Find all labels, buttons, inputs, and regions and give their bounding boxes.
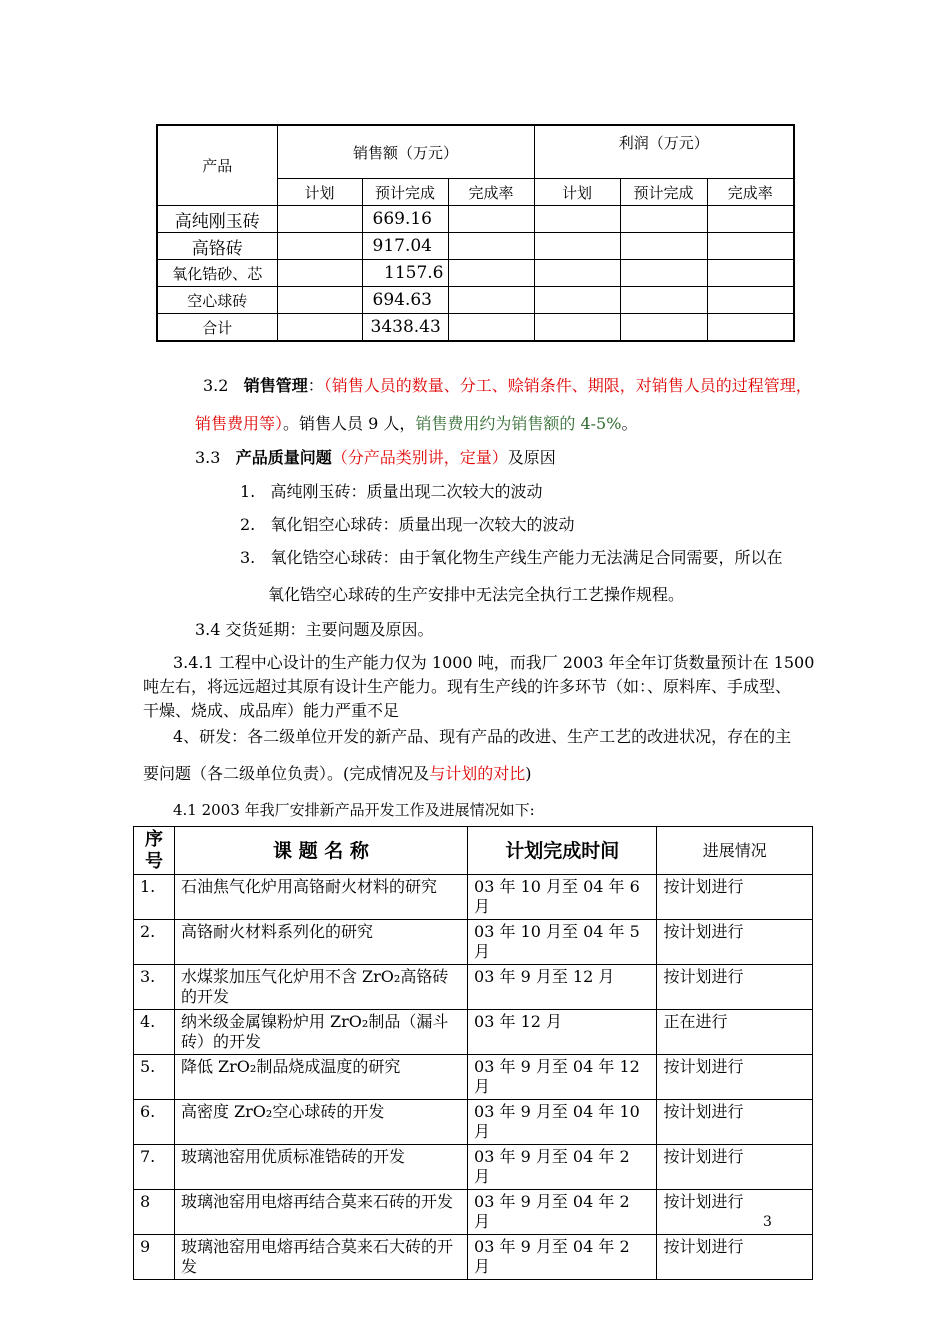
- list-item: 3. 氧化锆空心球砖：由于氧化物生产线生产能力无法满足合同需要，所以在: [240, 548, 783, 567]
- table-row: [134, 965, 813, 1010]
- row-title: 石油焦气化炉用高铬耐火材料的研究: [174, 875, 467, 920]
- row-title: 高铬耐火材料系列化的研究: [174, 920, 467, 965]
- row-progress: 按计划进行: [657, 965, 813, 1010]
- header-progress: 进展情况: [657, 827, 813, 875]
- row-number: 6.: [134, 1100, 175, 1145]
- forecast-value: 3438.43: [362, 314, 448, 342]
- row-progress: 正在进行: [657, 1010, 813, 1055]
- list-item: 2. 氧化铝空心球砖：质量出现一次较大的波动: [240, 515, 575, 534]
- product-name: 高铬砖: [157, 233, 277, 260]
- section-3-2-cont: 销售费用等）。销售人员 9 人，销售费用约为销售额的 4-5%。: [195, 414, 638, 433]
- row-title: 水煤浆加压气化炉用不含 ZrO₂高铬砖的开发: [174, 965, 467, 1010]
- forecast-value: 694.63: [362, 287, 448, 314]
- table-row: [157, 287, 794, 314]
- list-item: 1. 高纯刚玉砖：质量出现二次较大的波动: [240, 482, 543, 501]
- para-3-4-1-line1: 3.4.1 工程中心设计的生产能力仅为 1000 吨，而我厂 2003 年全年订货数量预计在 1500: [173, 653, 815, 672]
- table-row: [157, 260, 794, 287]
- section-4-line2: 要问题（各二级单位负责）。(完成情况及与计划的对比): [143, 764, 532, 783]
- row-time: 03 年 10 月至 04 年 6 月: [468, 875, 657, 920]
- row-number: 7.: [134, 1145, 175, 1190]
- table-row: [134, 920, 813, 965]
- row-number: 9: [134, 1235, 175, 1280]
- row-time: 03 年 10 月至 04 年 5 月: [468, 920, 657, 965]
- sub-header: 计划: [534, 179, 620, 206]
- para-3-4-1-line2: 吨左右，将远远超过其原有设计生产能力。现有生产线的许多环节（如：、原料库、手成型、: [143, 677, 792, 696]
- section-3-4: 3.4 交货延期：主要问题及原因。: [195, 620, 434, 639]
- product-name: 氧化锆砂、芯: [157, 260, 277, 287]
- table-row: [134, 1145, 813, 1190]
- row-number: 8: [134, 1190, 175, 1235]
- sub-header: 预计完成: [362, 179, 448, 206]
- row-progress: 按计划进行: [657, 1145, 813, 1190]
- header-title: 课 题 名 称: [174, 827, 467, 875]
- sales-header: 销售额（万元）: [277, 125, 534, 179]
- row-title: 降低 ZrO₂制品烧成温度的研究: [174, 1055, 467, 1100]
- product-name: 空心球砖: [157, 287, 277, 314]
- row-progress: 按计划进行: [657, 1190, 813, 1235]
- row-time: 03 年 9 月至 04 年 12 月: [468, 1055, 657, 1100]
- row-title: 玻璃池窑用电熔再结合莫来石砖的开发: [174, 1190, 467, 1235]
- row-progress: 按计划进行: [657, 1235, 813, 1280]
- dev-table: [133, 826, 813, 1280]
- table-row: [134, 1190, 813, 1235]
- table-row: [134, 1235, 813, 1280]
- header-seq: 序号: [134, 827, 175, 875]
- row-title: 玻璃池窑用电熔再结合莫来石大砖的开发: [174, 1235, 467, 1280]
- sales-table: [156, 124, 795, 342]
- table-row: [134, 875, 813, 920]
- list-item-continued: 氧化锆空心球砖的生产安排中无法完全执行工艺操作规程。: [268, 585, 685, 604]
- product-name: 高纯刚玉砖: [157, 206, 277, 233]
- row-number: 3.: [134, 965, 175, 1010]
- row-title: 玻璃池窑用优质标准锆砖的开发: [174, 1145, 467, 1190]
- row-time: 03 年 9 月至 04 年 2 月: [468, 1145, 657, 1190]
- row-number: 2.: [134, 920, 175, 965]
- sub-header: 预计完成: [620, 179, 707, 206]
- table-row: [157, 206, 794, 233]
- section-3-2: 3.2 销售管理：（销售人员的数量、分工、赊销条件、期限，对销售人员的过程管理，: [203, 376, 812, 395]
- product-name: 合计: [157, 314, 277, 342]
- page-number: 3: [763, 1214, 772, 1230]
- sub-header: 完成率: [448, 179, 534, 206]
- row-time: 03 年 9 月至 12 月: [468, 965, 657, 1010]
- forecast-value: 1157.6: [362, 260, 448, 287]
- row-number: 1.: [134, 875, 175, 920]
- row-progress: 按计划进行: [657, 920, 813, 965]
- row-progress: 按计划进行: [657, 875, 813, 920]
- table-row: [134, 1100, 813, 1145]
- row-progress: 按计划进行: [657, 1100, 813, 1145]
- table-row: [134, 1055, 813, 1100]
- row-number: 4.: [134, 1010, 175, 1055]
- section-3-3: 3.3 产品质量问题（分产品类别讲，定量）及原因: [195, 448, 556, 467]
- forecast-value: 669.16: [362, 206, 448, 233]
- row-progress: 按计划进行: [657, 1055, 813, 1100]
- row-time: 03 年 9 月至 04 年 2 月: [468, 1190, 657, 1235]
- row-title: 高密度 ZrO₂空心球砖的开发: [174, 1100, 467, 1145]
- row-time: 03 年 12 月: [468, 1010, 657, 1055]
- table-row: [134, 1010, 813, 1055]
- row-number: 5.: [134, 1055, 175, 1100]
- para-3-4-1-line3: 干燥、烧成、成品库）能力严重不足: [143, 701, 400, 720]
- table-row: [157, 233, 794, 260]
- section-4-line1: 4、研发：各二级单位开发的新产品、现有产品的改进、生产工艺的改进状况，存在的主: [173, 727, 792, 746]
- header-time: 计划完成时间: [468, 827, 657, 875]
- table-row: [157, 314, 794, 342]
- product-header: 产品: [157, 125, 277, 206]
- profit-header: 利润（万元）: [534, 125, 794, 179]
- sub-header: 计划: [277, 179, 362, 206]
- sub-header: 完成率: [707, 179, 794, 206]
- row-time: 03 年 9 月至 04 年 10 月: [468, 1100, 657, 1145]
- forecast-value: 917.04: [362, 233, 448, 260]
- row-title: 纳米级金属镍粉炉用 ZrO₂制品（漏斗砖）的开发: [174, 1010, 467, 1055]
- row-time: 03 年 9 月至 04 年 2 月: [468, 1235, 657, 1280]
- section-4-1: 4.1 2003 年我厂安排新产品开发工作及进展情况如下:: [173, 801, 535, 819]
